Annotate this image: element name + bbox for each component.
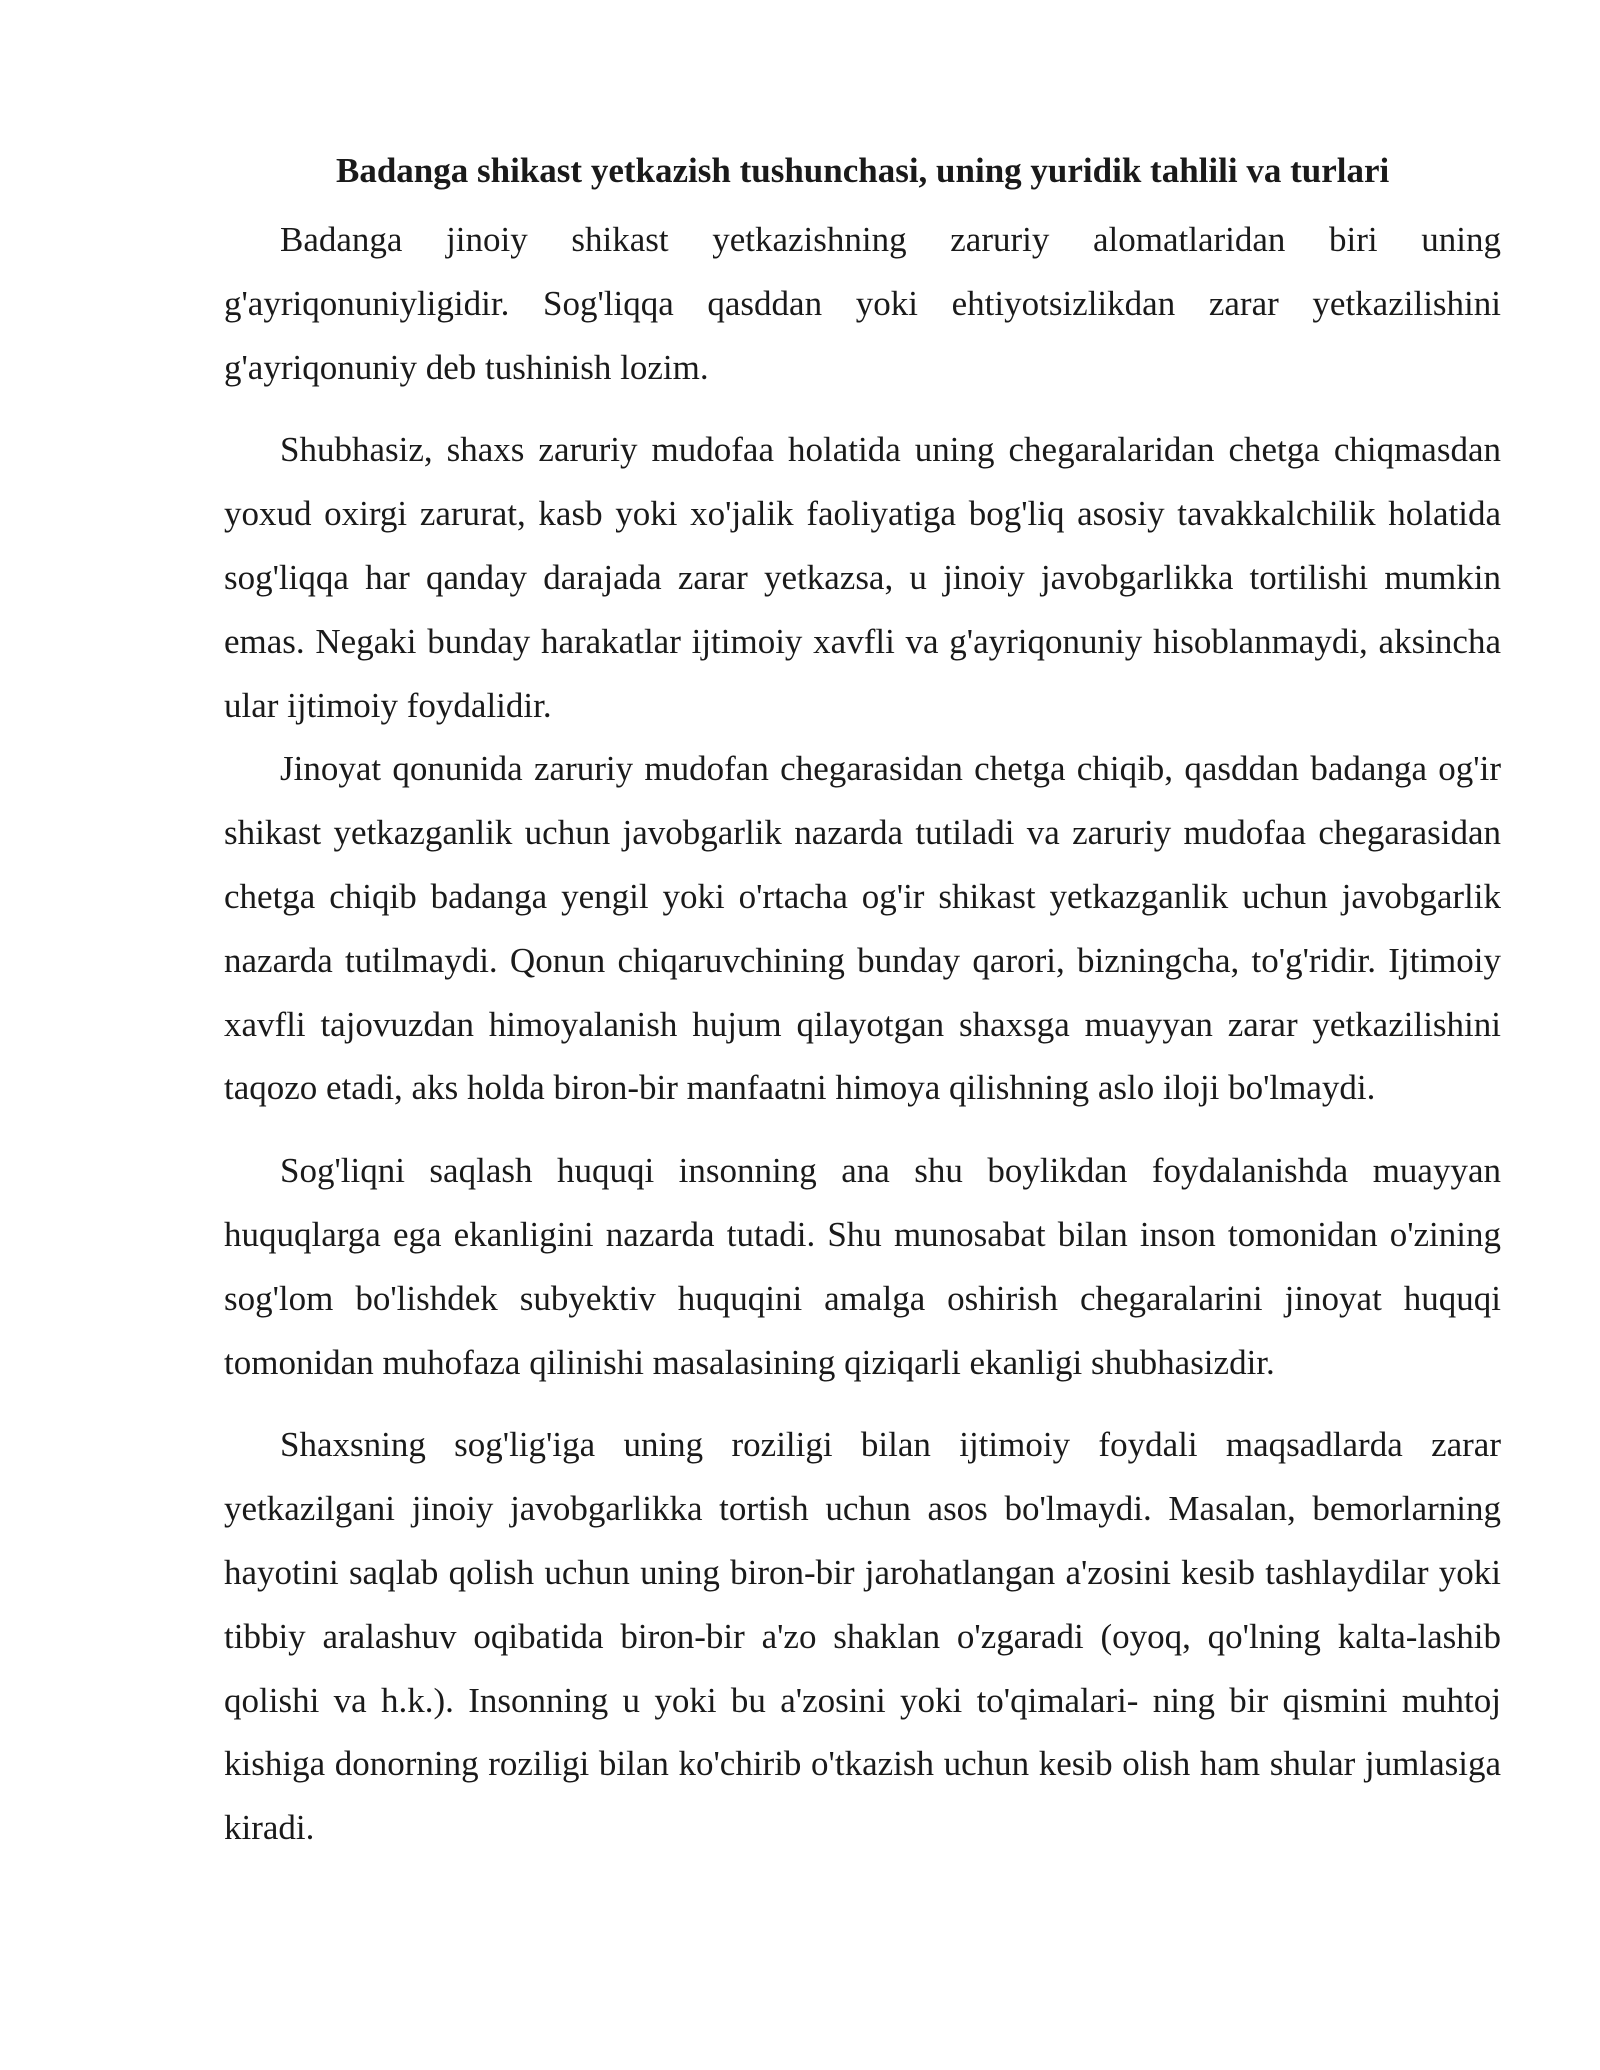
paragraph-5: Shaxsning sog'lig'iga uning roziligi bilan ijtimoiy foydali maqsadlarda zarar yetkazilgani jinoiy javobgarlikka tortish uchun asos bo'lmaydi. Masalan, bemorlarning hayotini saqlab qolish uchun uning biron-bir jarohatlangan a'zosini kesib tashlaydilar yoki tibbiy aralashuv oqibatida biron-bir a'zo shaklan o'zgaradi (oyoq, qo'lning kalta-lashib qolishi va h.k.). Insonning u yoki bu a'zosini yoki to'qimalari- ning bir qismini muhtoj kishiga donorning roziligi bilan ko'chirib o'tkazish uchun kesib olish ham shular jumlasiga kiradi.: [224, 1425, 1501, 1848]
paragraph-2: Shubhasiz, shaxs zaruriy mudofaa holatida uning chegaralaridan chetga chiqmasdan yoxud oxirgi zarurat, kasb yoki xo'jalik faoliyatiga bog'liq asosiy tavakkalchilik holatida sog'liqqa har qanday darajada zarar yetkazsa, u jinoiy javobgarlikka tortilishi mumkin emas. Negaki bunday harakatlar ijtimoiy xavfli va g'ayriqonuniy hisoblanmaydi, aksincha ular ijtimoiy foydalidir.: [224, 430, 1501, 725]
document-title: Badanga shikast yetkazish tushunchasi, uning yuridik tahlili va turlari: [336, 151, 1390, 190]
paragraph-4: Sog'liqni saqlash huquqi insonning ana shu boylikdan foydalanishda muayyan huquqlarga ega ekanligini nazarda tutadi. Shu munosabat bilan inson tomonidan o'zining sog'lom bo'lishdek subyektiv huquqini amalga oshirish chegaralarini jinoyat huquqi tomonidan muhofaza qilinishi masalasining qiziqarli ekanligi shubhasizdir.: [224, 1151, 1501, 1382]
document-body: [224, 146, 1501, 1860]
paragraph-1: Badanga jinoiy shikast yetkazishning zaruriy alomatlaridan biri uning g'ayriqonuniyligidir. Sog'liqqa qasddan yoki ehtiyotsizlikdan zarar yetkazilishini g'ayriqonuniy deb tushinish lozim.: [224, 220, 1501, 387]
paragraph-3: Jinoyat qonunida zaruriy mudofan chegarasidan chetga chiqib, qasddan badanga og'ir shikast yetkazganlik uchun javobgarlik nazarda tutiladi va zaruriy mudofaa chegarasidan chetga chiqib badanga yengil yoki o'rtacha og'ir shikast yetkazganlik uchun javobgarlik nazarda tutilmaydi. Qonun chiqaruvchining bunday qarori, bizningcha, to'g'ridir. Ijtimoiy xavfli tajovuzdan himoyalanish hujum qilayotgan shaxsga muayyan zarar yetkazilishini taqozo etadi, aks holda biron-bir manfaatni himoya qilishning aslo iloji bo'lmaydi.: [224, 749, 1501, 1108]
